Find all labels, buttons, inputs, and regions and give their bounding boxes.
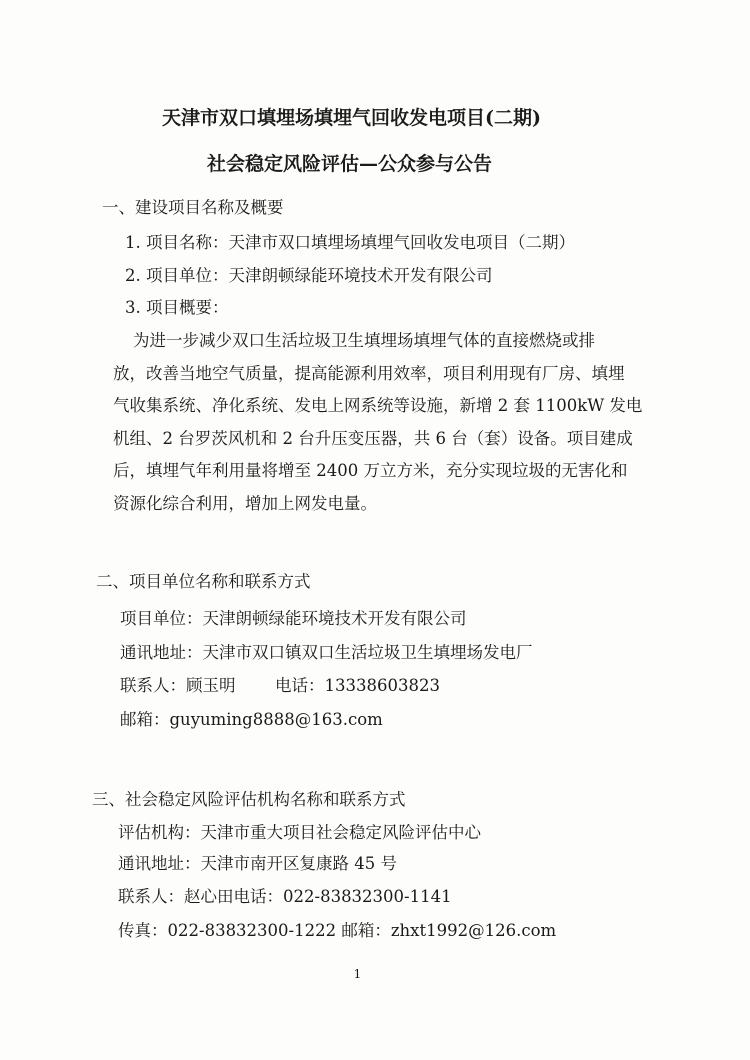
section3-heading: 三、社会稳定风险评估机构名称和联系方式 [92, 790, 406, 809]
section2-phone: 电话：13338603823 [275, 676, 440, 695]
section3-org: 评估机构：天津市重大项目社会稳定风险评估中心 [118, 823, 481, 842]
project-summary-paragraph [113, 325, 642, 520]
title-line-1: 天津市双口填埋场填埋气回收发电项目(二期) [162, 107, 541, 129]
section2-address: 通讯地址：天津市双口镇双口生活垃圾卫生填埋场发电厂 [120, 643, 533, 662]
section3-address: 通讯地址：天津市南开区复康路 45 号 [118, 854, 397, 873]
section1-item-summary-label: 3. 项目概要： [125, 298, 229, 317]
section2-unit: 项目单位：天津朗顿绿能环境技术开发有限公司 [120, 609, 467, 628]
section2-email: 邮箱：guyuming8888@163.com [120, 710, 383, 729]
section1-item-unit: 2. 项目单位：天津朗顿绿能环境技术开发有限公司 [125, 266, 493, 285]
section1-item-name: 1. 项目名称：天津市双口填埋场填埋气回收发电项目（二期） [125, 233, 575, 252]
section1-heading: 一、建设项目名称及概要 [102, 198, 284, 217]
summary-line: 机组、2 台罗茨风机和 2 台升压变压器，共 6 台（套）设备。项目建成 [113, 428, 633, 448]
summary-line: 气收集系统、净化系统、发电上网系统等设施，新增 2 套 1100kW 发电 [113, 396, 643, 415]
title-line-2: 社会稳定风险评估—公众参与公告 [207, 153, 493, 175]
section3-fax-email: 传真：022-83832300-1222 邮箱：zhxt1992@126.com [118, 921, 557, 940]
section3-contact: 联系人：赵心田电话：022-83832300-1141 [118, 887, 452, 906]
summary-line: 为进一步减少双口生活垃圾卫生填埋场填埋气体的直接燃烧或排 [133, 331, 595, 350]
section2-contact: 联系人：顾玉明 [120, 676, 236, 695]
section2-heading: 二、项目单位名称和联系方式 [96, 572, 311, 591]
summary-line: 放，改善当地空气质量，提高能源利用效率，项目利用现有厂房、填埋 [113, 363, 625, 383]
summary-line: 资源化综合利用，增加上网发电量。 [113, 493, 377, 513]
summary-line: 后，填埋气年利用量将增至 2400 万立方米，充分实现垃圾的无害化和 [113, 461, 628, 480]
page-number: 1 [353, 967, 362, 981]
